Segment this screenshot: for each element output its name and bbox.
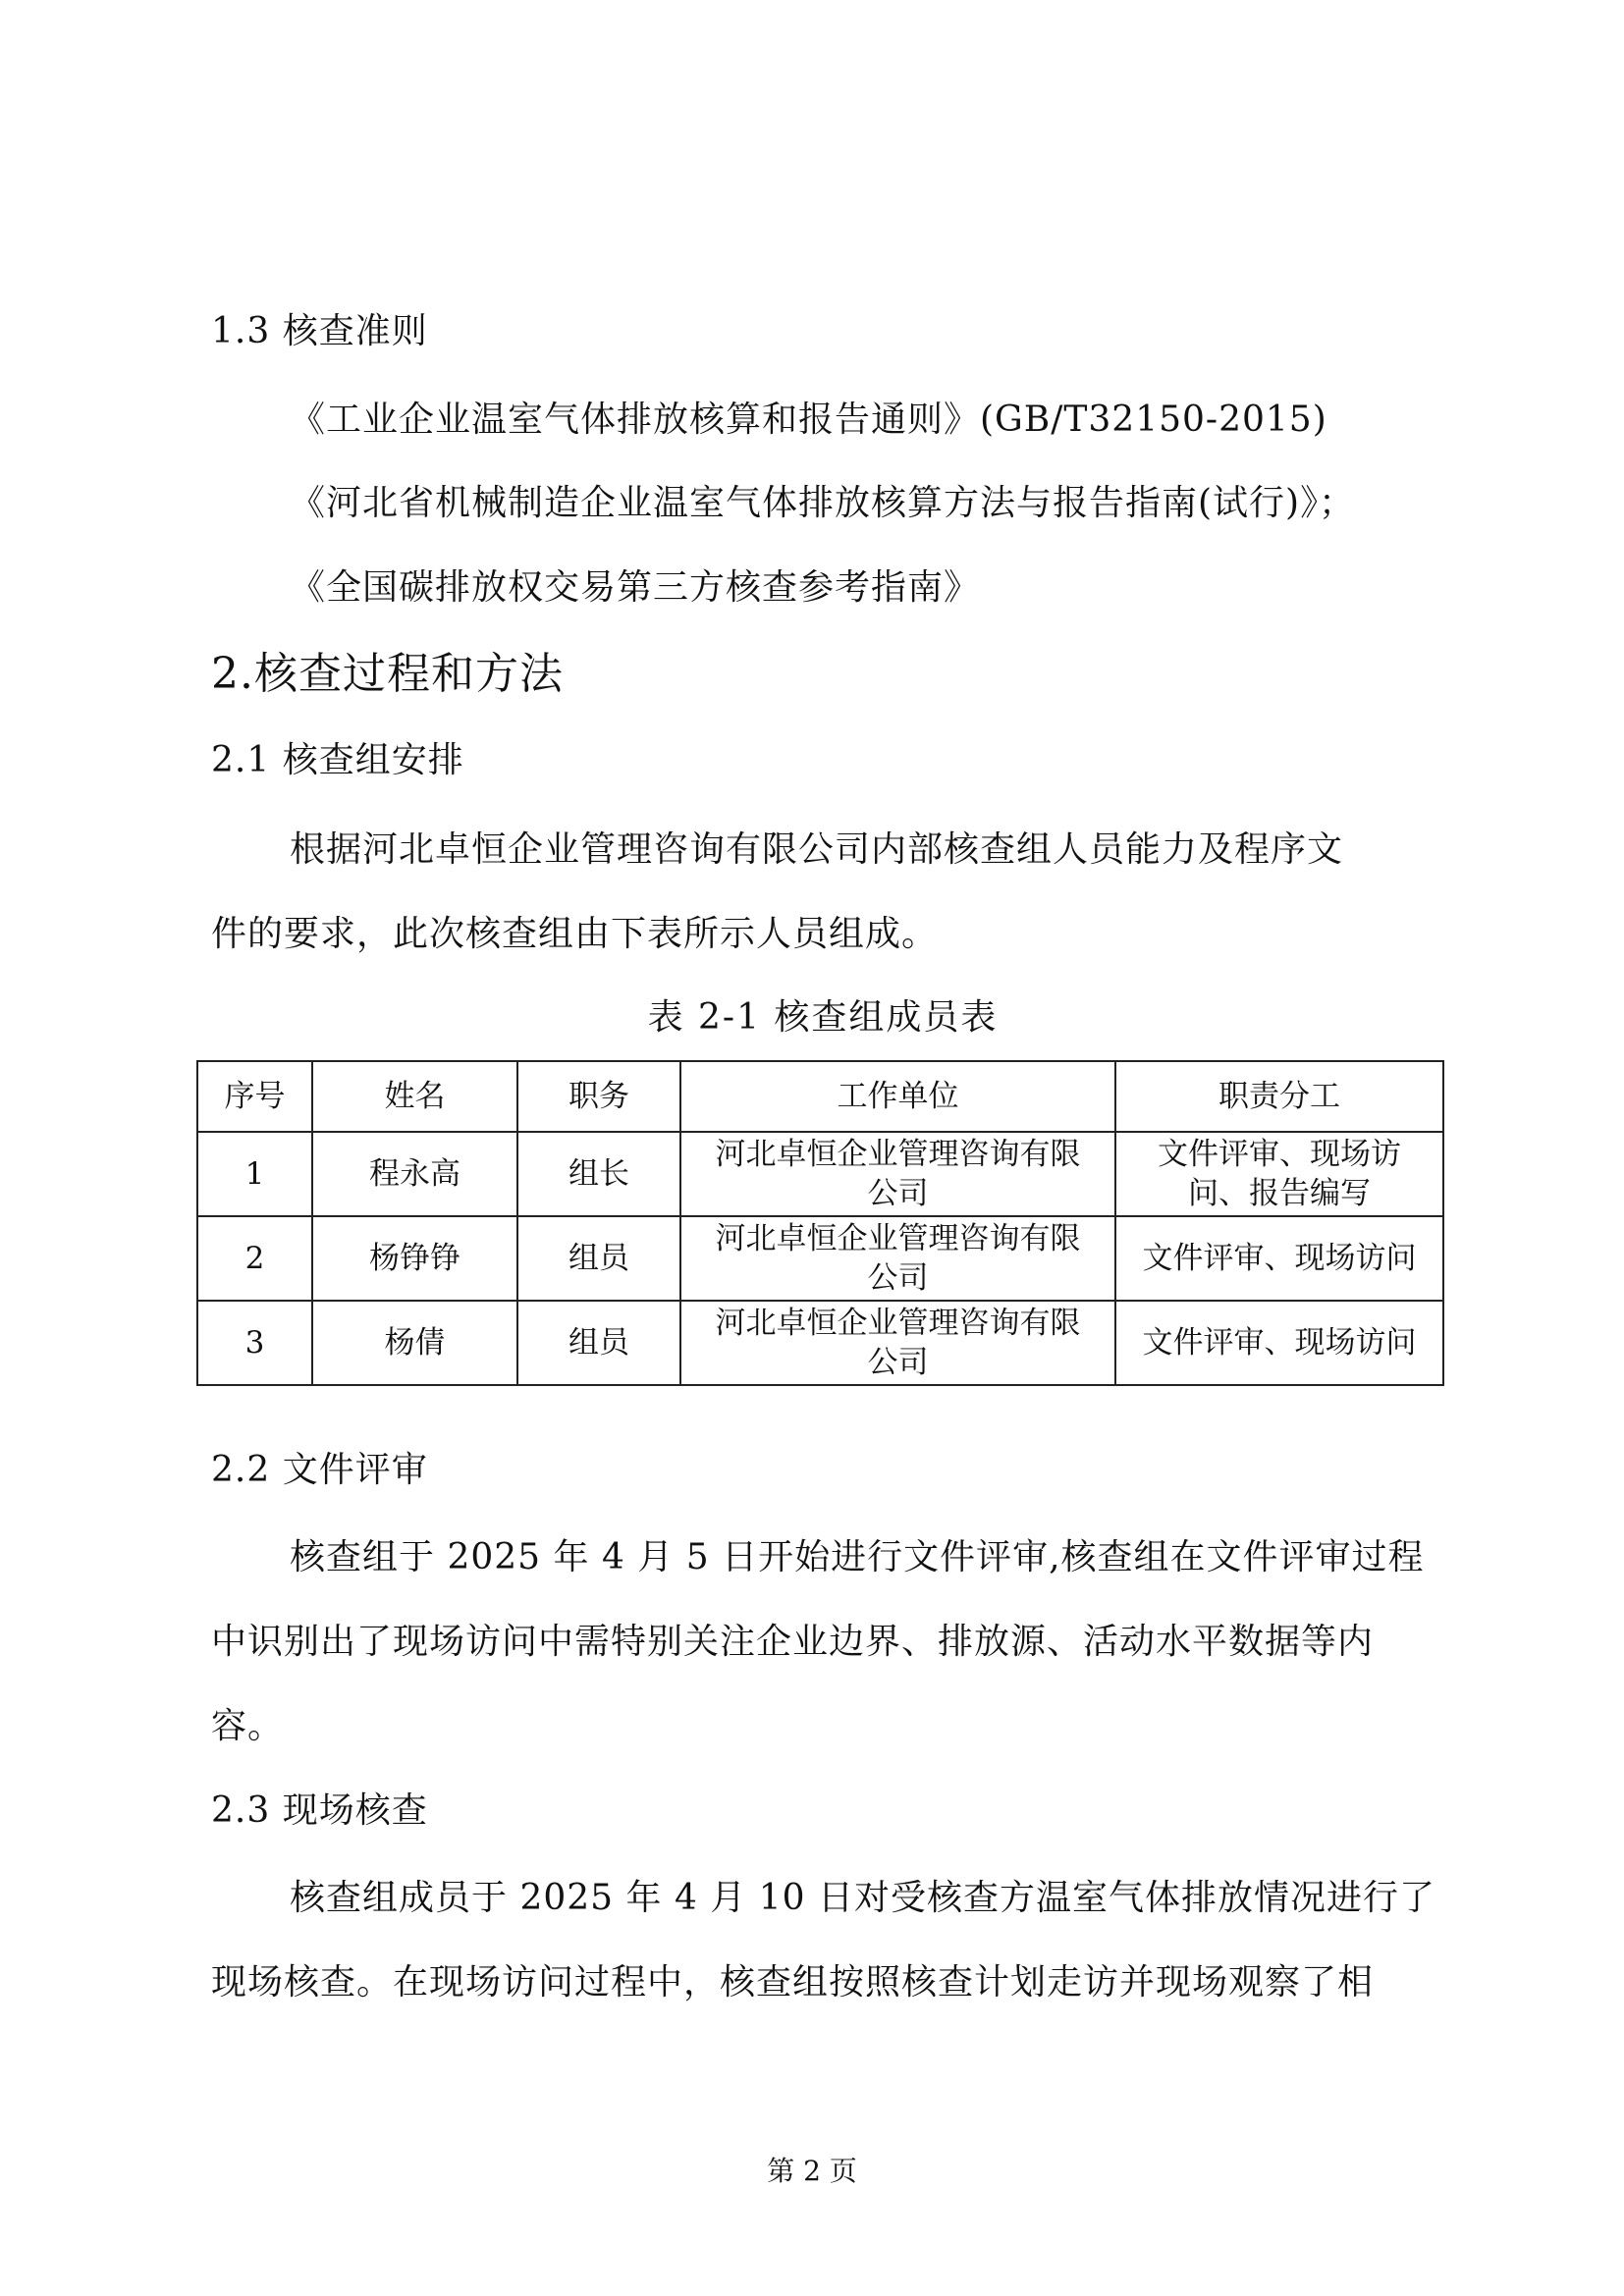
section-2-heading: 2.核查过程和方法	[211, 649, 564, 699]
section-2-1-paragraph-line-1: 根据河北卓恒企业管理咨询有限公司内部核查组人员能力及程序文	[290, 829, 1344, 870]
criteria-item-1: 《工业企业温室气体排放核算和报告通则》(GB/T32150-2015)	[290, 400, 1327, 440]
cell-name: 程永高	[312, 1132, 517, 1216]
header-role: 职务	[517, 1061, 680, 1132]
duty-line-2: 问、报告编写	[1188, 1176, 1371, 1211]
members-table	[196, 1060, 1444, 1386]
table-row	[197, 1301, 1443, 1385]
table-header-row	[197, 1061, 1443, 1132]
section-2-3-heading: 2.3 现场核查	[211, 1790, 428, 1831]
cell-organization	[680, 1132, 1115, 1216]
cell-duty	[1115, 1132, 1443, 1216]
header-name: 姓名	[312, 1061, 517, 1132]
criteria-item-3: 《全国碳排放权交易第三方核查参考指南》	[290, 567, 981, 608]
section-2-2-line-1: 核查组于 2025 年 4 月 5 日开始进行文件评审,核查组在文件评审过程	[290, 1537, 1425, 1577]
cell-organization	[680, 1216, 1115, 1301]
section-2-2-line-2: 中识别出了现场访问中需特别关注企业边界、排放源、活动水平数据等内	[211, 1622, 1375, 1662]
cell-role: 组员	[517, 1216, 680, 1301]
section-2-2-line-3: 容。	[211, 1706, 285, 1746]
header-duty: 职责分工	[1115, 1061, 1443, 1132]
table-row	[197, 1132, 1443, 1216]
cell-name: 杨倩	[312, 1301, 517, 1385]
organization-line-1: 河北卓恒企业管理咨询有限	[715, 1306, 1081, 1341]
organization-line-2: 公司	[867, 1345, 929, 1380]
criteria-item-2: 《河北省机械制造企业温室气体排放核算方法与报告指南(试行)》；	[290, 483, 1356, 523]
cell-duty: 文件评审、现场访问	[1115, 1301, 1443, 1385]
section-2-2-heading: 2.2 文件评审	[211, 1450, 428, 1490]
document-page	[211, 0, 1435, 2296]
section-2-3-line-2: 现场核查。在现场访问过程中，核查组按照核查计划走访并现场观察了相	[211, 1962, 1375, 2002]
cell-no: 2	[197, 1216, 312, 1301]
organization-line-2: 公司	[867, 1260, 929, 1296]
cell-duty: 文件评审、现场访问	[1115, 1216, 1443, 1301]
table-row	[197, 1216, 1443, 1301]
duty-line-1: 文件评审、现场访	[1158, 1137, 1401, 1172]
cell-no: 1	[197, 1132, 312, 1216]
section-2-1-heading: 2.1 核查组安排	[211, 740, 464, 780]
section-2-1-paragraph-line-2: 件的要求，此次核查组由下表所示人员组成。	[211, 914, 939, 954]
organization-line-1: 河北卓恒企业管理咨询有限	[715, 1221, 1081, 1256]
cell-role: 组长	[517, 1132, 680, 1216]
cell-organization	[680, 1301, 1115, 1385]
page-number: 第 2 页	[767, 2155, 857, 2187]
organization-line-1: 河北卓恒企业管理咨询有限	[715, 1137, 1081, 1172]
header-organization: 工作单位	[680, 1061, 1115, 1132]
header-no: 序号	[197, 1061, 312, 1132]
cell-no: 3	[197, 1301, 312, 1385]
table-caption: 表 2-1 核查组成员表	[647, 997, 999, 1038]
cell-role: 组员	[517, 1301, 680, 1385]
organization-line-2: 公司	[867, 1176, 929, 1211]
section-1-3-heading: 1.3 核查准则	[211, 311, 428, 351]
cell-name: 杨铮铮	[312, 1216, 517, 1301]
section-2-3-line-1: 核查组成员于 2025 年 4 月 10 日对受核查方温室气体排放情况进行了	[290, 1878, 1435, 1918]
